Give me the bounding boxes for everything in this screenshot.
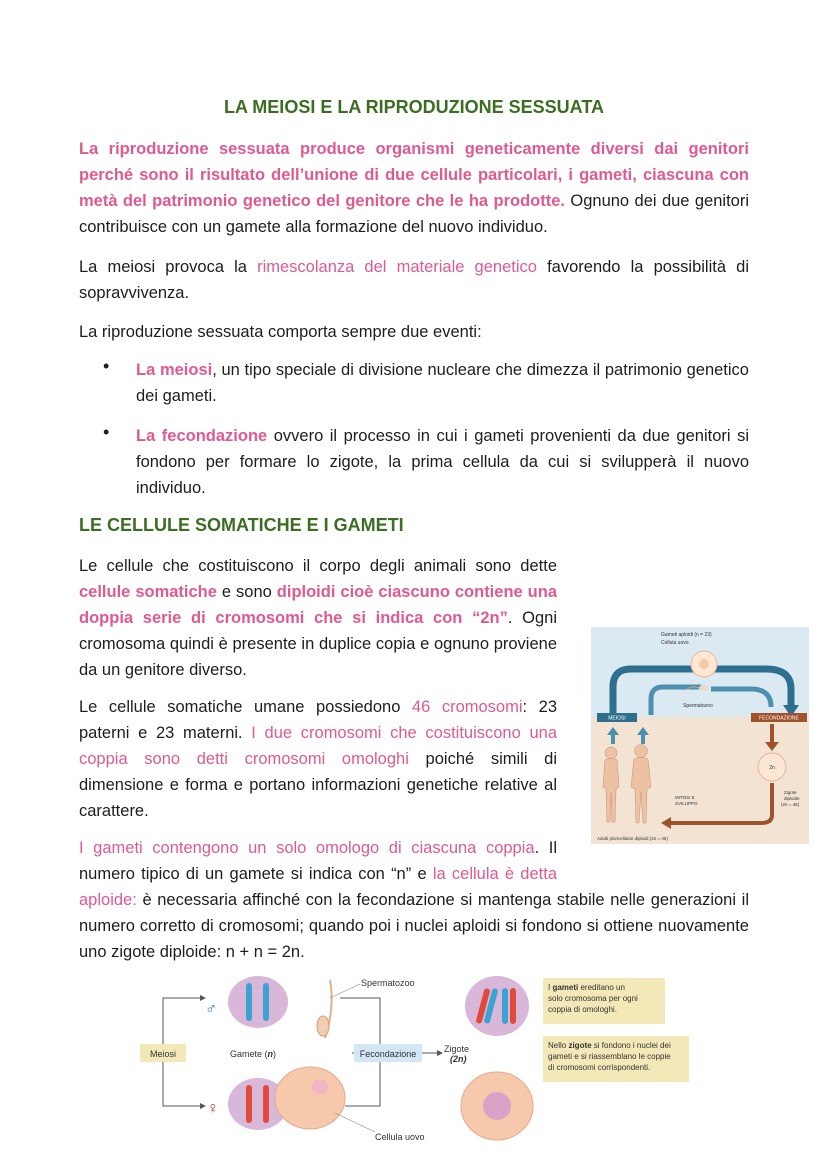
chromosome bbox=[246, 1085, 252, 1123]
egg-label: Cellula uovo bbox=[375, 1132, 425, 1142]
meiosis-label: MEIOSI bbox=[608, 715, 626, 722]
note-line: I gameti ereditano un bbox=[548, 983, 625, 992]
sperm-label: Spermatozoo bbox=[683, 703, 713, 709]
bullet-term: La fecondazione bbox=[136, 427, 268, 445]
egg-nucleus bbox=[699, 659, 709, 669]
page-title: LA MEIOSI E LA RIPRODUZIONE SESSUATA bbox=[223, 97, 605, 117]
egg-nucleus bbox=[312, 1079, 328, 1095]
text-span: Le cellule che costituiscono il corpo degli animali sono dette bbox=[79, 557, 557, 575]
meiosis-label: Meiosi bbox=[149, 1049, 177, 1059]
note-line: coppia di omologhi. bbox=[548, 1005, 617, 1014]
highlight-span: I gameti contengono un solo omologo di ciascuna coppia bbox=[79, 839, 535, 857]
text-span: poiché simili di dimensione e forma e portano informazioni genetiche relative al carattere. bbox=[79, 750, 557, 820]
fertilization-figure bbox=[130, 968, 690, 1146]
text-span: . Ogni cromosoma quindi è presente in duplice copia e ognuno proviene da un genitore diverso. bbox=[79, 609, 557, 679]
bullet-text: ovvero il processo in cui i gameti provenienti da due genitori si fondono per formare lo zigote, la prima cellula da cui si svilupperà il nuovo individuo. bbox=[136, 427, 749, 497]
text-span: La meiosi provoca la bbox=[79, 258, 258, 276]
fert-label: Fecondazione bbox=[359, 1049, 417, 1059]
note-line: gameti e si riassemblano le coppie bbox=[548, 1052, 671, 1061]
sperm-label: Spermatozoo bbox=[361, 978, 415, 988]
note-line: di cromosomi corrispondenti. bbox=[548, 1063, 651, 1072]
merge-line bbox=[340, 998, 380, 1046]
intro-paragraph bbox=[79, 136, 749, 240]
arrow-head bbox=[200, 1103, 206, 1109]
highlight-span: rimescolanza del materiale genetico bbox=[257, 258, 537, 276]
sperm-head bbox=[699, 685, 709, 691]
zygote-chromosome-bubble bbox=[465, 976, 529, 1036]
highlight-span: la cellula è detta aploide: bbox=[79, 865, 557, 909]
arrow-shaft bbox=[611, 734, 615, 744]
bullet-meiosis bbox=[136, 357, 749, 409]
fert-label: FECONDAZIONE bbox=[759, 715, 799, 722]
arrow-head bbox=[437, 1050, 443, 1056]
chromosome bbox=[246, 983, 252, 1021]
egg-cell bbox=[275, 1067, 345, 1129]
arrow-shaft bbox=[641, 734, 645, 744]
text-span: : 23 paterni e 23 materni. bbox=[79, 698, 557, 742]
bullet-dot: • bbox=[103, 356, 110, 376]
merge-line bbox=[345, 1060, 380, 1106]
highlight-span: diploidi cioè ciascuno contiene una doppia serie di cromosomi che si indica con “2n” bbox=[79, 583, 557, 627]
highlight-span: cellule somatiche bbox=[79, 583, 217, 601]
chromosome bbox=[510, 988, 516, 1024]
male-chromosome-bubble bbox=[228, 976, 288, 1028]
bullet-dot: • bbox=[103, 422, 110, 442]
zygote-label: Zigote bbox=[444, 1044, 470, 1054]
adults-label: Adulti pluricellulari diploidi (2n = 46) bbox=[597, 836, 668, 841]
note-line: Nello zigote si fondono i nuclei dei bbox=[548, 1041, 671, 1050]
branch-line bbox=[163, 998, 200, 1044]
bullet-text: , un tipo speciale di divisione nucleare che dimezza il patrimonio genetico dei gameti. bbox=[136, 361, 749, 405]
note-line: solo cromosoma per ogni bbox=[548, 994, 638, 1003]
text-span: favorendo la possibilità di sopravvivenza. bbox=[79, 258, 749, 302]
text-span: è necessaria affinché con la fecondazione si mantenga stabile nelle generazioni il numero corretto di cromosomi; quando poi i nuclei aploidi si fondono si ottiene nuovamente uno zigote diploide: n + n = 2n. bbox=[79, 891, 749, 961]
zygote-label: Zigote bbox=[784, 790, 797, 795]
zygote-label: diploide bbox=[784, 796, 800, 801]
sperm-head bbox=[317, 1016, 329, 1036]
intro-highlight: La riproduzione sessuata produce organismi geneticamente diversi dai genitori perché sono il risultato dell’unione di due cellule particolari, i gameti, ciascuna con metà del patrimonio genetico del genitore che le ha prodotte. bbox=[79, 140, 749, 210]
highlight-span: I due cromosomi che costituiscono una coppia sono detti cromosomi omologhi bbox=[79, 724, 557, 768]
gametes-label: Gameti aploidi (n = 23) bbox=[661, 632, 712, 638]
zygote-cell-label: 2n bbox=[769, 765, 775, 771]
text-span: e sono bbox=[216, 583, 277, 601]
highlight-span: 46 cromosomi bbox=[411, 698, 523, 716]
leader-line bbox=[335, 1113, 375, 1132]
bullet-fecondazione bbox=[136, 423, 749, 501]
chromosome bbox=[263, 983, 269, 1021]
male-icon: ♂ bbox=[205, 1001, 217, 1018]
mitosis-label: MITOSI E bbox=[675, 795, 695, 800]
female-icon: ♀ bbox=[207, 1100, 219, 1117]
branch-line bbox=[163, 1062, 200, 1106]
zygote-nucleus bbox=[483, 1092, 511, 1120]
zygote-2n-label: (2n) bbox=[450, 1054, 467, 1064]
mitosis-label: SVILUPPO bbox=[675, 801, 698, 806]
leader-line bbox=[330, 984, 360, 998]
events-intro: La riproduzione sessuata comporta sempre due eventi: bbox=[79, 323, 482, 341]
arrow-shaft bbox=[770, 724, 774, 744]
egg-label: Cellula uovo bbox=[661, 640, 689, 646]
life-cycle-figure bbox=[591, 627, 809, 844]
meiosis-paragraph bbox=[79, 254, 749, 306]
chromosome bbox=[263, 1085, 269, 1123]
chromosome bbox=[502, 988, 508, 1024]
zygote-label: (2n = 46) bbox=[781, 802, 800, 807]
text-span: Le cellule somatiche umane possiedono bbox=[79, 698, 412, 716]
section-heading: LE CELLULE SOMATICHE E I GAMETI bbox=[79, 515, 404, 535]
bullet-term: La meiosi bbox=[136, 361, 213, 379]
text-span: . Il numero tipico di un gamete si indica con “n” e bbox=[79, 839, 558, 883]
gamete-label: Gamete (n) bbox=[230, 1049, 277, 1059]
intro-rest: Ognuno dei due genitori contribuisce con un gamete alla formazione del nuovo individuo. bbox=[79, 192, 749, 236]
